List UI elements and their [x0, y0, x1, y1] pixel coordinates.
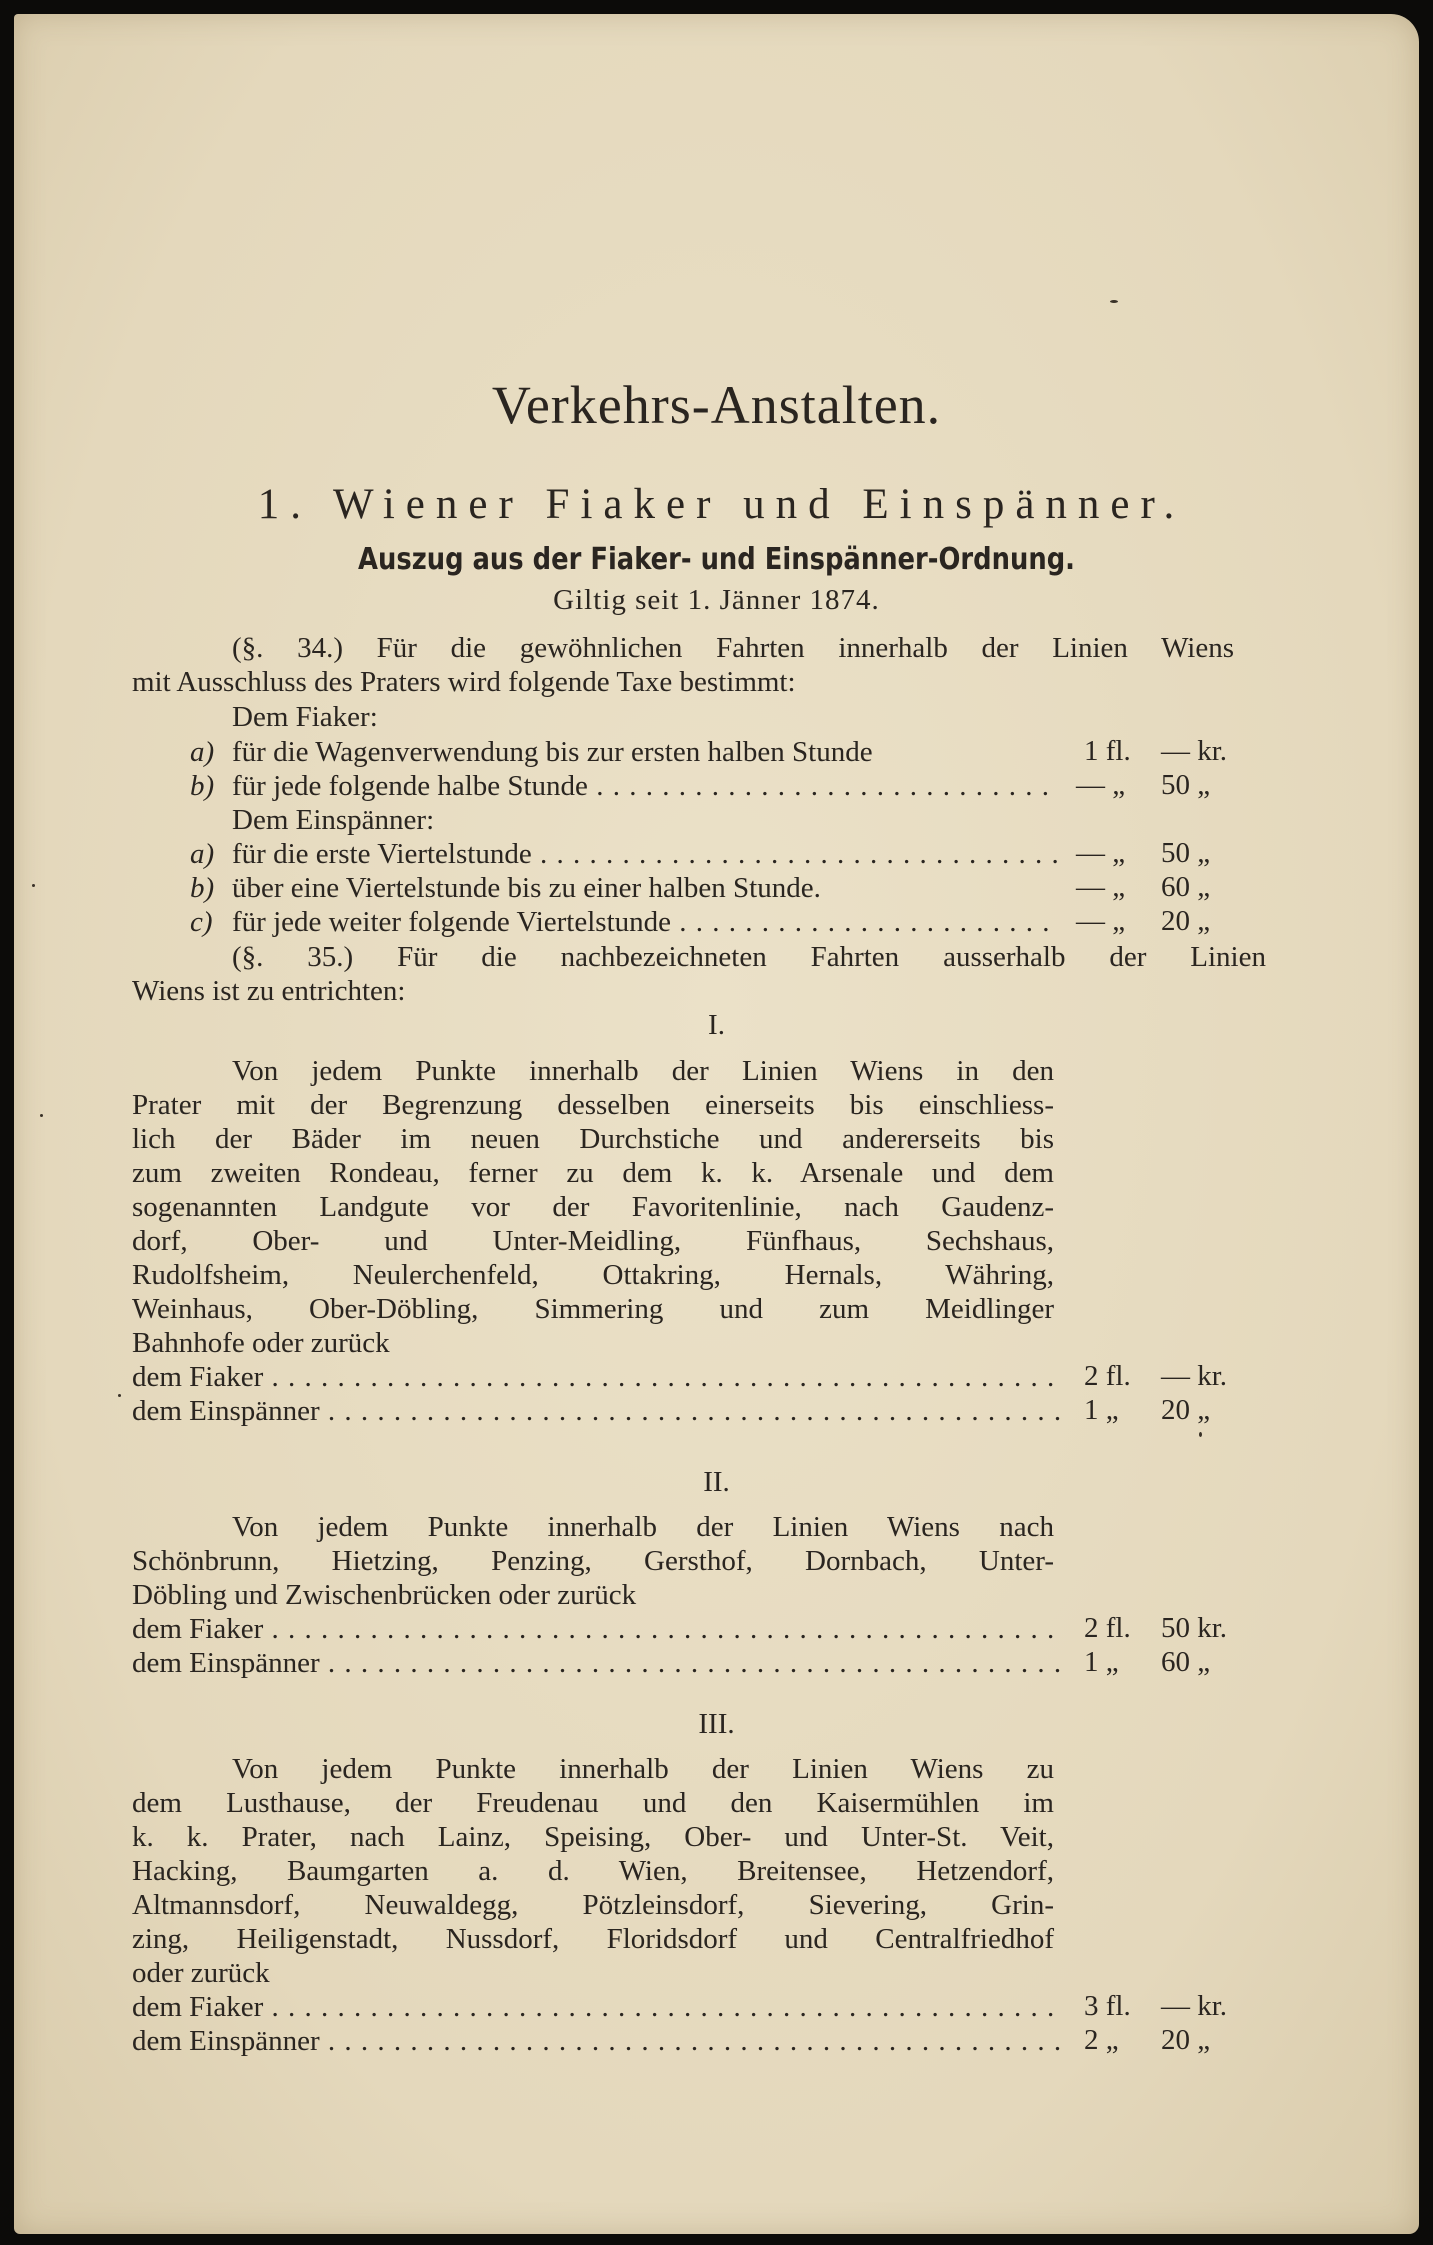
rate-kr: — kr.	[1161, 735, 1228, 767]
zone-numeral: I.	[708, 1009, 725, 1041]
zone-text-line: Hacking, Baumgarten a. d. Wien, Breitensee, Hetzendorf,	[132, 1855, 1054, 1887]
einspaenner-rate-text: für jede weiter folgende Viertelstunde . . .	[232, 905, 1060, 939]
paper-speck	[32, 884, 35, 887]
rate-kr: — kr.	[1161, 1360, 1228, 1392]
rate-fl: 3 fl.	[1084, 1990, 1131, 2022]
einspaenner-heading: Dem Einspänner:	[232, 804, 435, 836]
paper-speck	[1199, 1432, 1202, 1437]
zone-text-line: Altmannsdorf, Neuwaldegg, Pötzleinsdorf, Sievering, Grin-	[132, 1889, 1054, 1921]
fiaker-label: dem Fiaker . . .	[132, 1360, 1060, 1394]
item-letter: a)	[190, 736, 215, 768]
validity-note: Giltig seit 1. Jänner 1874.	[553, 584, 880, 616]
rate-fl: — „	[1076, 905, 1126, 937]
rate-kr: 60 „	[1161, 871, 1211, 903]
zone-text-line: k. k. Prater, nach Lainz, Speising, Ober- und Unter-St. Veit,	[132, 1821, 1054, 1853]
zone-text-line: Rudolfsheim, Neulerchenfeld, Ottakring, Hernals, Währing,	[132, 1259, 1054, 1291]
zone-text-line: Weinhaus, Ober-Döbling, Simmering und zum Meidlinger	[132, 1293, 1054, 1325]
einspaenner-label: dem Einspänner . . .	[132, 2024, 1060, 2058]
einspaenner-rate-text: über eine Viertelstunde bis zu einer halben Stunde.	[232, 872, 821, 904]
zone-text-line: dorf, Ober- und Unter-Meidling, Fünfhaus, Sechshaus,	[132, 1225, 1054, 1257]
item-letter: b)	[190, 872, 215, 904]
zone-text-line: zum zweiten Rondeau, ferner zu dem k. k. Arsenale und dem	[132, 1157, 1054, 1189]
p34-line-1: (§. 34.) Für die gewöhnlichen Fahrten innerhalb der Linien Wiens	[232, 632, 1234, 664]
p34-line-2: mit Ausschluss des Praters wird folgende Taxe bestimmt:	[132, 666, 796, 698]
paper-speck	[118, 1394, 121, 1397]
item-letter: b)	[190, 770, 215, 802]
fiaker-rate-text: für die Wagenverwendung bis zur ersten halben Stunde	[232, 736, 873, 768]
rate-kr: — kr.	[1161, 1990, 1228, 2022]
page-title: Verkehrs-Anstalten.	[491, 375, 942, 435]
zone-text-line: Döbling und Zwischenbrücken oder zurück	[132, 1579, 637, 1611]
p35-line-1: (§. 35.) Für die nachbezeichneten Fahrten ausserhalb der Linien	[232, 941, 1266, 973]
einspaenner-label: dem Einspänner . . .	[132, 1646, 1060, 1680]
rate-fl: 2 fl.	[1084, 1612, 1131, 1644]
rate-fl: 1 „	[1084, 1646, 1119, 1678]
rate-kr: 50 „	[1161, 837, 1211, 869]
rate-kr: 50 kr.	[1161, 1612, 1228, 1644]
rate-fl: 2 „	[1084, 2024, 1119, 2056]
einspaenner-label: dem Einspänner . . .	[132, 1394, 1060, 1428]
zone-numeral: II.	[703, 1466, 730, 1498]
fiaker-heading: Dem Fiaker:	[232, 701, 378, 733]
einspaenner-rate-text: für die erste Viertelstunde . . .	[232, 837, 1060, 871]
rate-fl: — „	[1076, 837, 1126, 869]
zone-text-line: Schönbrunn, Hietzing, Penzing, Gersthof, Dornbach, Unter-	[132, 1545, 1054, 1577]
document-page	[14, 14, 1419, 2234]
fiaker-label: dem Fiaker . . .	[132, 1612, 1060, 1646]
zone-text-line: Von jedem Punkte innerhalb der Linien Wiens zu	[232, 1753, 1054, 1785]
rate-kr: 50 „	[1161, 769, 1211, 801]
rate-fl: 2 fl.	[1084, 1360, 1131, 1392]
section-heading: 1. Wiener Fiaker und Einspänner.	[257, 481, 1186, 528]
section-subtitle: Auszug aus der Fiaker- und Einspänner-Ordnung.	[358, 542, 1075, 577]
rate-kr: 60 „	[1161, 1646, 1211, 1678]
zone-numeral: III.	[698, 1708, 735, 1740]
rate-kr: 20 „	[1161, 1394, 1211, 1426]
rate-kr: 20 „	[1161, 2024, 1211, 2056]
rate-kr: 20 „	[1161, 905, 1211, 937]
rate-fl: — „	[1076, 769, 1126, 801]
fiaker-label: dem Fiaker . . .	[132, 1990, 1060, 2024]
zone-text-line: dem Lusthause, der Freudenau und den Kaisermühlen im	[132, 1787, 1054, 1819]
zone-text-line: Bahnhofe oder zurück	[132, 1327, 390, 1359]
rate-fl: 1 „	[1084, 1394, 1119, 1426]
zone-text-line: Von jedem Punkte innerhalb der Linien Wiens nach	[232, 1511, 1054, 1543]
zone-text-line: oder zurück	[132, 1957, 270, 1989]
paper-speck	[1110, 300, 1118, 303]
rate-fl: — „	[1076, 871, 1126, 903]
zone-text-line: lich der Bäder im neuen Durchstiche und andererseits bis	[132, 1123, 1054, 1155]
p35-line-2: Wiens ist zu entrichten:	[132, 975, 406, 1007]
item-letter: a)	[190, 838, 215, 870]
item-letter: c)	[190, 906, 213, 938]
zone-text-line: Von jedem Punkte innerhalb der Linien Wiens in den	[232, 1055, 1054, 1087]
paper-speck	[40, 1114, 43, 1117]
rate-fl: 1 fl.	[1084, 735, 1131, 767]
zone-text-line: zing, Heiligenstadt, Nussdorf, Floridsdorf und Centralfriedhof	[132, 1923, 1054, 1955]
zone-text-line: Prater mit der Begrenzung desselben einerseits bis einschliess-	[132, 1089, 1054, 1121]
zone-text-line: sogenannten Landgute vor der Favoritenlinie, nach Gaudenz-	[132, 1191, 1054, 1223]
fiaker-rate-text: für jede folgende halbe Stunde . . .	[232, 769, 1060, 803]
